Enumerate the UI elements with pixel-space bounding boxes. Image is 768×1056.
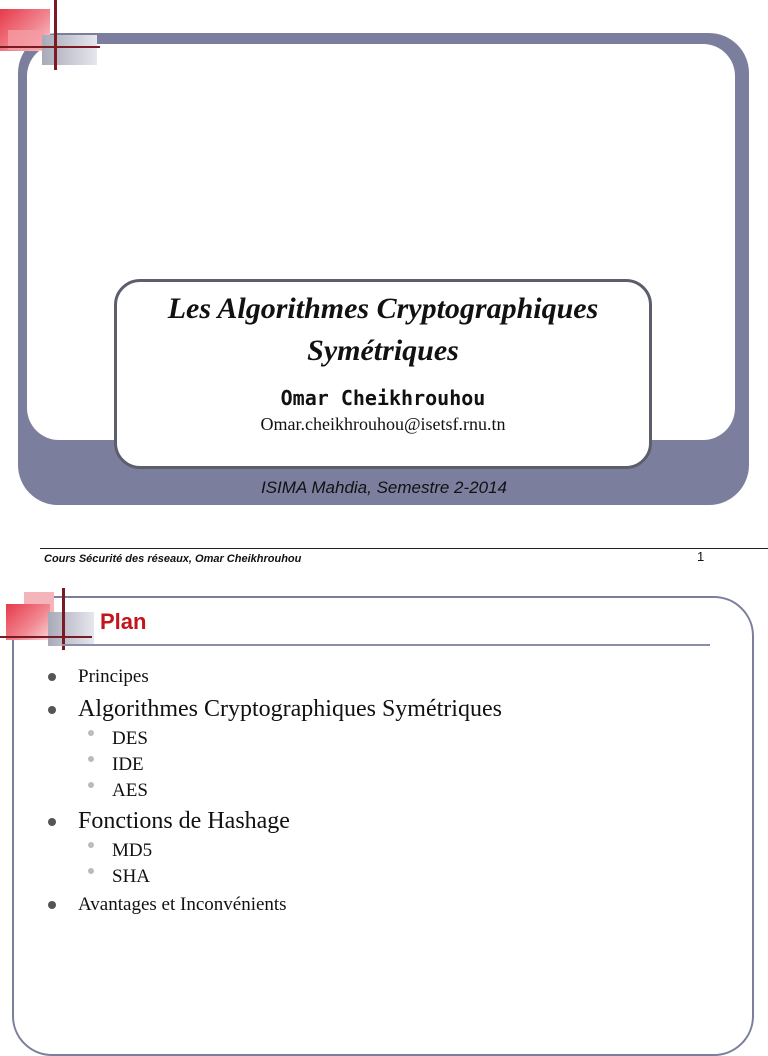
sub-bullet-icon bbox=[88, 756, 94, 762]
page-number: 1 bbox=[697, 549, 705, 564]
sub-bullet-icon bbox=[88, 782, 94, 788]
author-name: Omar Cheikhrouhou bbox=[280, 386, 486, 410]
outline-subitem-label: DES bbox=[112, 728, 148, 749]
outline-item-label: Principes bbox=[78, 666, 149, 687]
bullet-icon bbox=[48, 706, 56, 714]
bullet-icon bbox=[48, 901, 56, 909]
bullet-icon bbox=[48, 818, 56, 826]
sub-bullet-icon bbox=[88, 842, 94, 848]
outline-subitem-label: MD5 bbox=[112, 840, 153, 861]
sub-bullet-icon bbox=[88, 730, 94, 736]
footer-divider bbox=[40, 548, 768, 549]
plan-outline bbox=[48, 662, 502, 920]
title-box bbox=[114, 279, 652, 469]
outline-subitem bbox=[48, 778, 502, 804]
corner-decoration-grey bbox=[42, 35, 97, 65]
outline-item-label: Algorithmes Cryptographiques Symétriques bbox=[78, 696, 502, 722]
outline-item-label: Avantages et Inconvénients bbox=[78, 894, 287, 915]
corner-decoration-horizontal-line bbox=[0, 636, 92, 638]
outline-item bbox=[48, 804, 502, 838]
footer-text: Cours Sécurité des réseaux, Omar Cheikhrouhou bbox=[44, 553, 302, 565]
outline-subitem bbox=[48, 864, 502, 890]
sub-bullet-icon bbox=[88, 868, 94, 874]
corner-decoration-horizontal-line bbox=[0, 46, 100, 48]
outline-item bbox=[48, 692, 502, 726]
outline-item bbox=[48, 890, 502, 920]
outline-subitem bbox=[48, 752, 502, 778]
corner-decoration-red bbox=[6, 604, 50, 640]
outline-subitem-label: SHA bbox=[112, 866, 151, 887]
outline-item bbox=[48, 662, 502, 692]
bullet-icon bbox=[48, 673, 56, 681]
outline-subitem bbox=[48, 838, 502, 864]
author-email: Omar.cheikhrouhou@isetsf.rnu.tn bbox=[260, 414, 506, 434]
title-line-1: Les Algorithmes Cryptographiques bbox=[167, 292, 599, 325]
slide-title bbox=[117, 288, 649, 372]
outline-subitem bbox=[48, 726, 502, 752]
title-line-2: Symétriques bbox=[307, 334, 459, 367]
corner-decoration-vertical-line bbox=[62, 588, 65, 650]
corner-decoration-grey bbox=[48, 612, 94, 646]
outline-item-label: Fonctions de Hashage bbox=[78, 808, 290, 834]
plan-heading: Plan bbox=[100, 609, 147, 634]
outline-subitem-label: IDE bbox=[112, 754, 144, 775]
slide-subtitle: ISIMA Mahdia, Semestre 2-2014 bbox=[261, 478, 507, 497]
corner-decoration-vertical-line bbox=[54, 0, 57, 70]
outline-subitem-label: AES bbox=[112, 780, 148, 801]
heading-underline bbox=[62, 644, 710, 646]
